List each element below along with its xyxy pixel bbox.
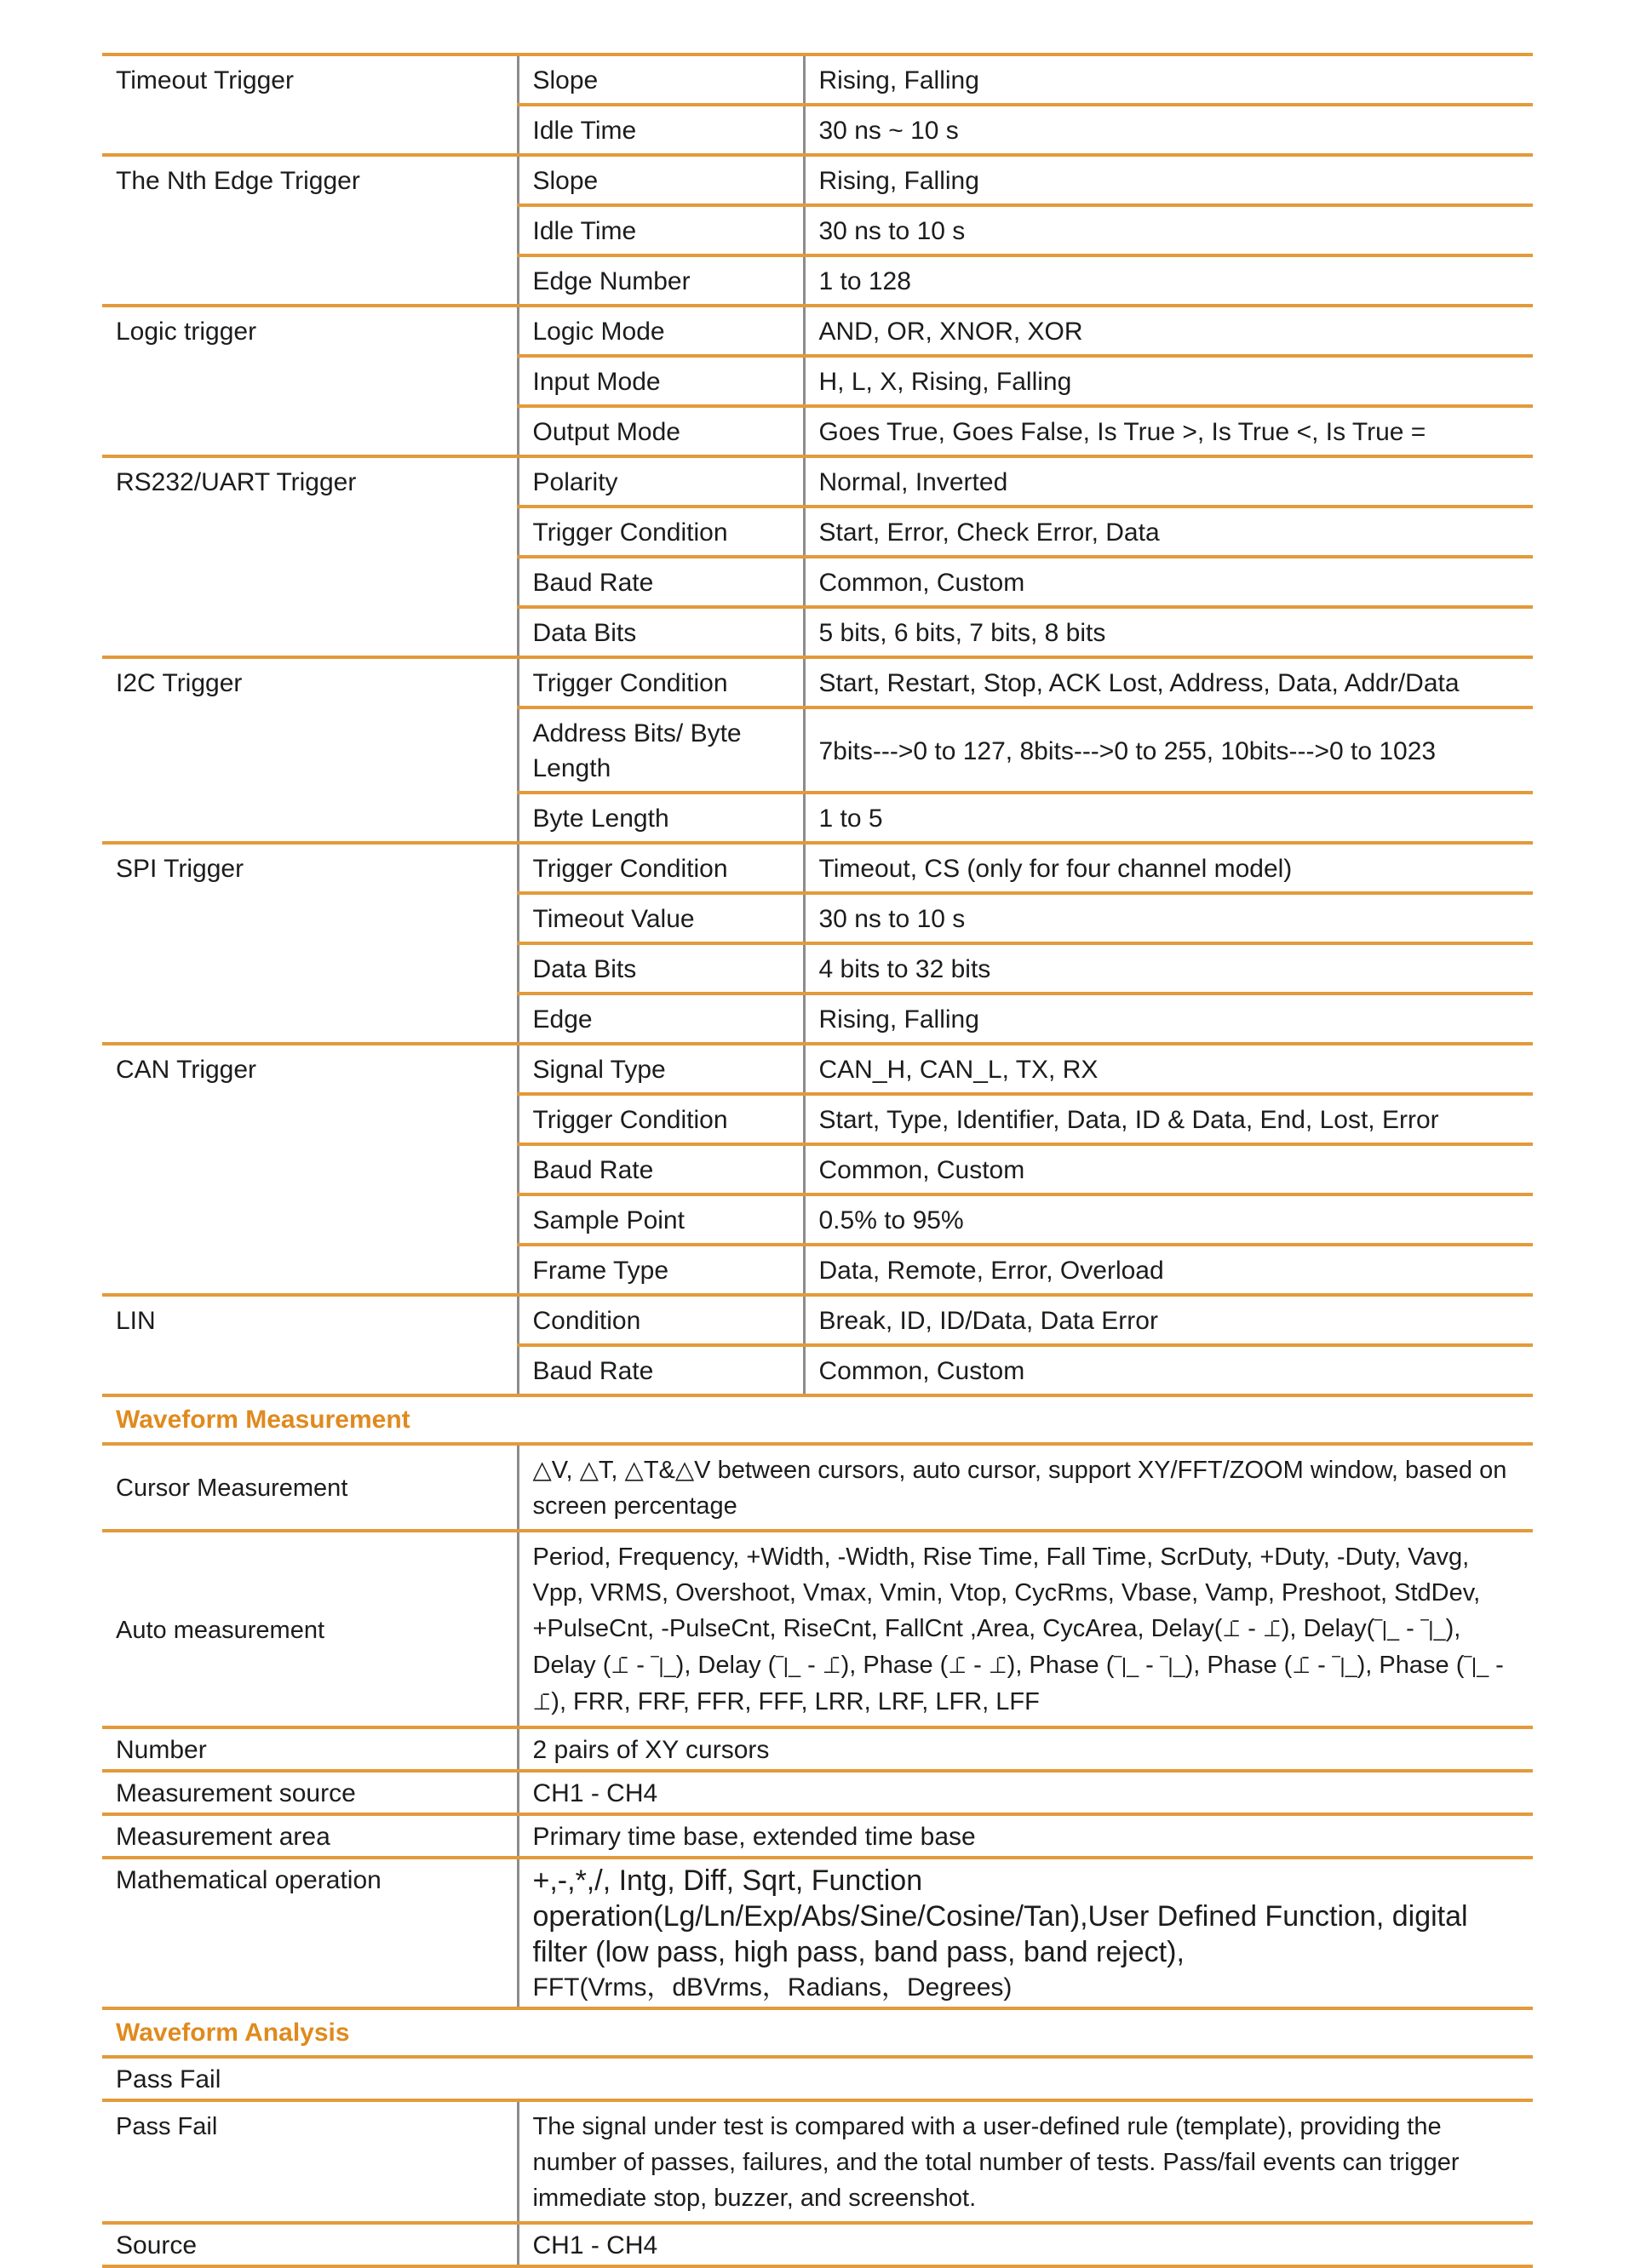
- table-row: [102, 1727, 1533, 1771]
- param-label: Pass Fail: [102, 2100, 518, 2223]
- rising-edge-icon: ⊥̄: [948, 1654, 967, 1678]
- param-label: Measurement area: [102, 1814, 518, 1858]
- auto-measurement-text: Period, Frequency, +Width, -Width, Rise Time, Fall Time, ScrDuty, +Duty, -Duty, Vavg, Vpp, VRMS, Overshoot, Vmax, Vmin, Vtop, CycRms, Vbase, Vamp, Preshoot, StdDev, +PulseCnt, -PulseCnt, RiseCnt, FallCnt ,Area, CycArea,: [532, 1544, 1481, 1642]
- section-row: [102, 1395, 1533, 1444]
- param-value: Start, Restart, Stop, ACK Lost, Address, Data, Addr/Data: [804, 657, 1533, 707]
- param-label: Sample Point: [518, 1194, 804, 1245]
- math-operation-value: [518, 1858, 1533, 2008]
- param-value: CH1 - CH4: [518, 2223, 1533, 2266]
- rising-edge-icon: ⊥̄: [1222, 1618, 1242, 1641]
- param-value: Goes True, Goes False, Is True >, Is True <, Is True =: [804, 406, 1533, 456]
- auto-measurement-list: Period, Frequency, +Width, -Width, Rise Time, Fall Time, ScrDuty, +Duty, -Duty, Vavg, Vpp, VRMS, Overshoot, Vmax, Vmin, Vtop, CycRms, Vbase, Vamp, Preshoot, StdDev, +PulseCnt, -PulseCnt, RiseCnt, FallCnt ,Area, CycArea, Delay(⊥̄ - ⊥̄), Delay(‾|_ - ‾|_), Delay (⊥̄ - ‾|_), Delay (‾|_ - ⊥̄), Phase (⊥̄ - ⊥̄), Phase (‾|_ - ‾|_), Phase (⊥̄ - ‾|_), Phase (‾|_ - ⊥̄), FRR, FRF, FFR, FFF, LRR, LRF, LFR, LFF: [518, 1531, 1533, 1727]
- param-value: 7bits--->0 to 127, 8bits--->0 to 255, 10bits--->0 to 1023: [804, 707, 1533, 793]
- group-label-i2c-trigger: I2C Trigger: [102, 657, 518, 843]
- falling-edge-icon: ‾|_: [1114, 1654, 1139, 1678]
- param-value: H, L, X, Rising, Falling: [804, 356, 1533, 406]
- param-value: 4 bits to 32 bits: [804, 943, 1533, 994]
- param-label: Edge Number: [518, 255, 804, 306]
- rising-edge-icon: ⊥̄: [822, 1654, 841, 1678]
- falling-edge-icon: ‾|_: [1160, 1654, 1185, 1678]
- param-label: Baud Rate: [518, 1345, 804, 1395]
- param-label: Idle Time: [518, 105, 804, 155]
- param-label: Signal Type: [518, 1044, 804, 1094]
- param-label: Idle Time: [518, 205, 804, 255]
- group-label-can-trigger: CAN Trigger: [102, 1044, 518, 1295]
- table-row: [102, 2223, 1533, 2266]
- param-value: 5 bits, 6 bits, 7 bits, 8 bits: [804, 607, 1533, 657]
- table-row: [102, 657, 1533, 707]
- param-value: Common, Custom: [804, 557, 1533, 607]
- table-row: [102, 2100, 1533, 2223]
- rising-edge-icon: ⊥̄: [611, 1654, 630, 1678]
- param-label: Timeout Value: [518, 893, 804, 943]
- param-value: 1 to 128: [804, 255, 1533, 306]
- param-label: Auto measurement: [102, 1531, 518, 1727]
- param-label: Frame Type: [518, 1245, 804, 1295]
- table-row: [102, 155, 1533, 205]
- param-label: Address Bits/ Byte Length: [518, 707, 804, 793]
- param-value: Normal, Inverted: [804, 456, 1533, 507]
- group-label-nth-edge-trigger: The Nth Edge Trigger: [102, 155, 518, 306]
- specification-table: [102, 53, 1533, 2268]
- falling-edge-icon: ‾|_: [1332, 1654, 1357, 1678]
- param-label: Trigger Condition: [518, 843, 804, 893]
- param-value: 30 ns to 10 s: [804, 205, 1533, 255]
- param-label: Trigger Condition: [518, 1094, 804, 1144]
- falling-edge-icon: ‾|_: [651, 1654, 676, 1678]
- table-row: [102, 456, 1533, 507]
- param-label: Data Bits: [518, 607, 804, 657]
- param-value: Primary time base, extended time base: [518, 1814, 1533, 1858]
- table-row: [102, 1044, 1533, 1094]
- section-row: [102, 2008, 1533, 2057]
- param-label: Measurement source: [102, 1771, 518, 1814]
- falling-edge-icon: ‾|_: [1464, 1654, 1489, 1678]
- math-operation-list: +,-,*,/, Intg, Diff, Sqrt, Function operation(Lg/Ln/Exp/Abs/Sine/Cosine/Tan),User Defined Function, digital filter (low pass, high pass, band pass, band reject),: [532, 1864, 1468, 1968]
- table-row: [102, 1444, 1533, 1531]
- param-value: Common, Custom: [804, 1345, 1533, 1395]
- table-row: [102, 1771, 1533, 1814]
- param-label: Slope: [518, 155, 804, 205]
- param-value: Rising, Falling: [804, 155, 1533, 205]
- falling-edge-icon: ‾|_: [1374, 1618, 1400, 1641]
- rising-edge-icon: ⊥̄: [1262, 1618, 1282, 1641]
- param-value: Rising, Falling: [804, 54, 1533, 105]
- param-label: Trigger Condition: [518, 507, 804, 557]
- table-row: [102, 843, 1533, 893]
- param-value: CH1 - CH4: [518, 1771, 1533, 1814]
- param-value: Timeout, CS (only for four channel model): [804, 843, 1533, 893]
- group-label-spi-trigger: SPI Trigger: [102, 843, 518, 1044]
- param-label: Cursor Measurement: [102, 1444, 518, 1531]
- param-value: Break, ID, ID/Data, Data Error: [804, 1295, 1533, 1345]
- param-label: Slope: [518, 54, 804, 105]
- param-label: Number: [102, 1727, 518, 1771]
- param-value: Common, Custom: [804, 1144, 1533, 1194]
- param-value: CAN_H, CAN_L, TX, RX: [804, 1044, 1533, 1094]
- param-label: Condition: [518, 1295, 804, 1345]
- param-value: AND, OR, XNOR, XOR: [804, 306, 1533, 356]
- param-value: 30 ns to 10 s: [804, 893, 1533, 943]
- fft-units: FFT(Vrms，dBVrms，Radians，Degrees): [532, 1973, 1013, 2002]
- param-label: Byte Length: [518, 793, 804, 843]
- falling-edge-icon: ‾|_: [1420, 1618, 1446, 1641]
- param-label: Logic Mode: [518, 306, 804, 356]
- table-row: [102, 1295, 1533, 1345]
- param-label: Polarity: [518, 456, 804, 507]
- table-row: [102, 1858, 1533, 2008]
- param-label: Baud Rate: [518, 557, 804, 607]
- param-label: Input Mode: [518, 356, 804, 406]
- param-label: Baud Rate: [518, 1144, 804, 1194]
- table-row: [102, 54, 1533, 105]
- param-value: Start, Type, Identifier, Data, ID & Data, End, Lost, Error: [804, 1094, 1533, 1144]
- falling-edge-icon: ‾|_: [776, 1654, 801, 1678]
- group-label-timeout-trigger: Timeout Trigger: [102, 54, 518, 155]
- group-label-logic-trigger: Logic trigger: [102, 306, 518, 456]
- param-value: 2 pairs of XY cursors: [518, 1727, 1533, 1771]
- group-label-lin: LIN: [102, 1295, 518, 1395]
- param-value: Data, Remote, Error, Overload: [804, 1245, 1533, 1295]
- param-value: △V, △T, △T&△V between cursors, auto cursor, support XY/FFT/ZOOM window, based on screen percentage: [518, 1444, 1533, 1531]
- param-label: Data Bits: [518, 943, 804, 994]
- param-label: Mathematical operation: [102, 1858, 518, 2008]
- param-value: 30 ns ~ 10 s: [804, 105, 1533, 155]
- table-row: [102, 1531, 1533, 1727]
- rising-edge-icon: ⊥̄: [532, 1691, 552, 1715]
- param-label: Source: [102, 2223, 518, 2266]
- param-value: Start, Error, Check Error, Data: [804, 507, 1533, 557]
- param-value: 0.5% to 95%: [804, 1194, 1533, 1245]
- param-label: Edge: [518, 994, 804, 1044]
- rising-edge-icon: ⊥̄: [1292, 1654, 1311, 1678]
- param-label: Trigger Condition: [518, 657, 804, 707]
- group-label-rs232-trigger: RS232/UART Trigger: [102, 456, 518, 657]
- table-row: [102, 2057, 1533, 2100]
- param-value: 1 to 5: [804, 793, 1533, 843]
- table-row: [102, 306, 1533, 356]
- param-value: The signal under test is compared with a user-defined rule (template), providing the number of passes, failures, and the total number of tests. Pass/fail events can trigger immediate stop, buzzer, and screenshot.: [518, 2100, 1533, 2223]
- section-header-waveform-analysis: Waveform Analysis: [102, 2008, 1533, 2057]
- section-header-waveform-measurement: Waveform Measurement: [102, 1395, 1533, 1444]
- table-row: [102, 1814, 1533, 1858]
- subsection-header-pass-fail: Pass Fail: [102, 2057, 1533, 2100]
- param-value: Rising, Falling: [804, 994, 1533, 1044]
- rising-edge-icon: ⊥̄: [988, 1654, 1007, 1678]
- param-label: Output Mode: [518, 406, 804, 456]
